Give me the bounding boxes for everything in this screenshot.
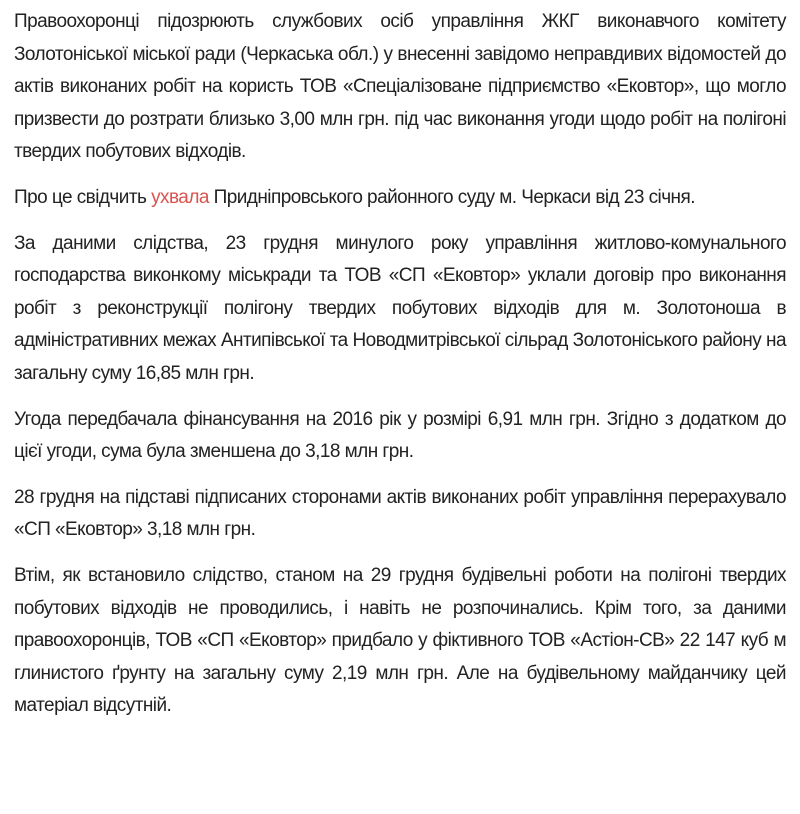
paragraph-source-before: Про це свідчить bbox=[14, 186, 152, 208]
paragraph-transfer: 28 грудня на підставі підписаних сторонами актів виконаних робіт управління перерахувало «СП «Ековтор» 3,18 млн грн. bbox=[14, 486, 786, 541]
paragraph-agreement: Угода передбачала фінансування на 2016 рік у розмірі 6,91 млн грн. Згідно з додатком до цієї угоди, сума була зменшена до 3,18 млн грн. bbox=[14, 408, 786, 463]
paragraph-source bbox=[14, 182, 786, 215]
paragraph-findings: Втім, як встановило слідство, станом на 29 грудня будівельні роботи на полігоні твердих побутових відходів не проводились, і навіть не розпочинались. Крім того, за даними правоохоронців, ТОВ «СП «Ековтор» придбало у фіктивного ТОВ «Астіон-СВ» 22 147 куб м глинистого ґрунту на загальну суму 2,19 млн грн. Але на будівельному майданчику цей матеріал відсутній. bbox=[14, 564, 786, 717]
paragraph-suspicion: Правоохоронці підозрюють службових осіб управління ЖКГ виконавчого комітету Золотоніської міської ради (Черкаська обл.) у внесенні завідомо неправдивих відомостей до актів виконаних робіт на користь ТОВ «Спеціалізоване підприємство «Ековтор», що могло призвести до розтрати близько 3,00 млн грн. під час виконання угоди щодо робіт на полігоні твердих побутових відходів. bbox=[14, 11, 786, 163]
court-ruling-link[interactable]: ухвала bbox=[151, 186, 209, 208]
paragraph-source-after: Придніпровського районного суду м. Черкаси від 23 січня. bbox=[208, 186, 695, 208]
paragraph-investigation: За даними слідства, 23 грудня минулого року управління житлово-комунального господарства виконкому міськради та ТОВ «СП «Ековтор» уклали договір про виконання робіт з реконструкції полігону твердих побутових відходів для м. Золотоноша в адміністративних межах Антипівської та Новодмитрівської сільрад Золотоніського району на загальну суму 16,85 млн грн. bbox=[14, 232, 786, 384]
